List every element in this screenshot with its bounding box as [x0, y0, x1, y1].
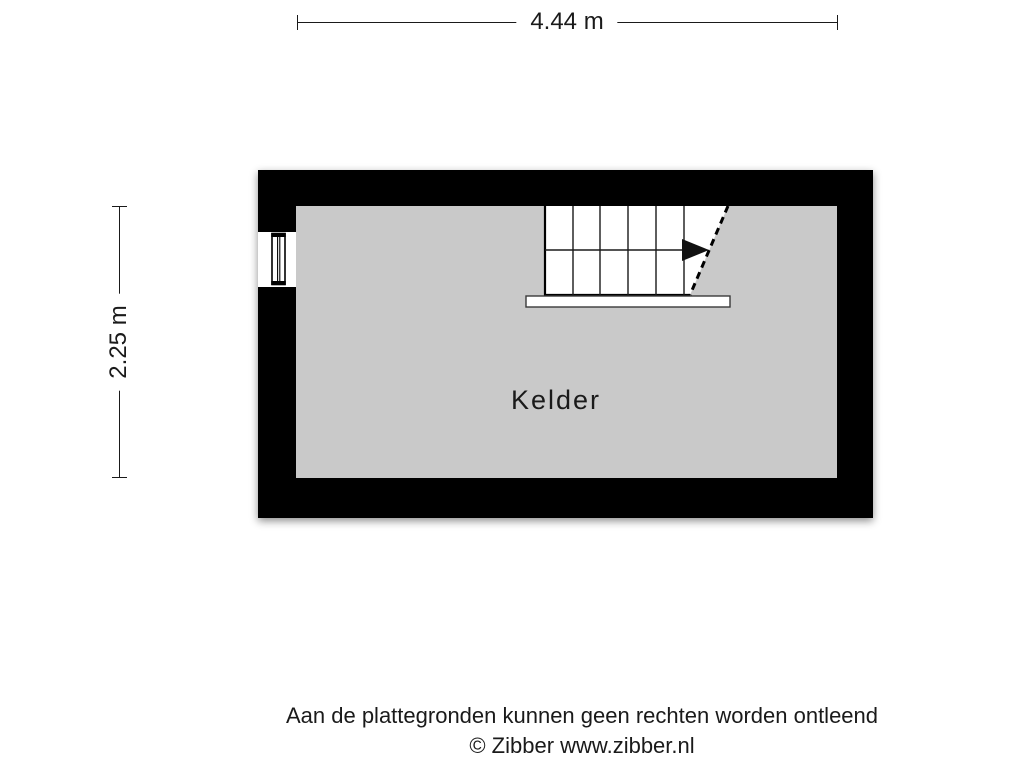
stairs-landing-bar: [526, 296, 730, 307]
window-cap-bottom: [271, 281, 286, 285]
floorplan-drawing: [258, 170, 873, 518]
window-icon: [258, 232, 296, 287]
room-label: Kelder: [510, 385, 602, 415]
window-frame: [272, 234, 285, 285]
width-dimension-label: 4.44 m: [516, 8, 617, 36]
height-dimension-label: 2.25 m: [105, 293, 133, 390]
window-cap-top: [271, 233, 286, 237]
height-dimension-tick-top: [112, 206, 127, 207]
width-dimension-tick-left: [297, 15, 298, 30]
width-dimension-tick-right: [837, 15, 838, 30]
footer-disclaimer: Aan de plattegronden kunnen geen rechten worden ontleend: [285, 703, 879, 728]
footer: [286, 701, 878, 761]
floorplan-svg: [258, 170, 873, 518]
height-dimension-tick-bottom: [112, 477, 127, 478]
footer-copyright: © Zibber www.zibber.nl: [469, 733, 695, 758]
